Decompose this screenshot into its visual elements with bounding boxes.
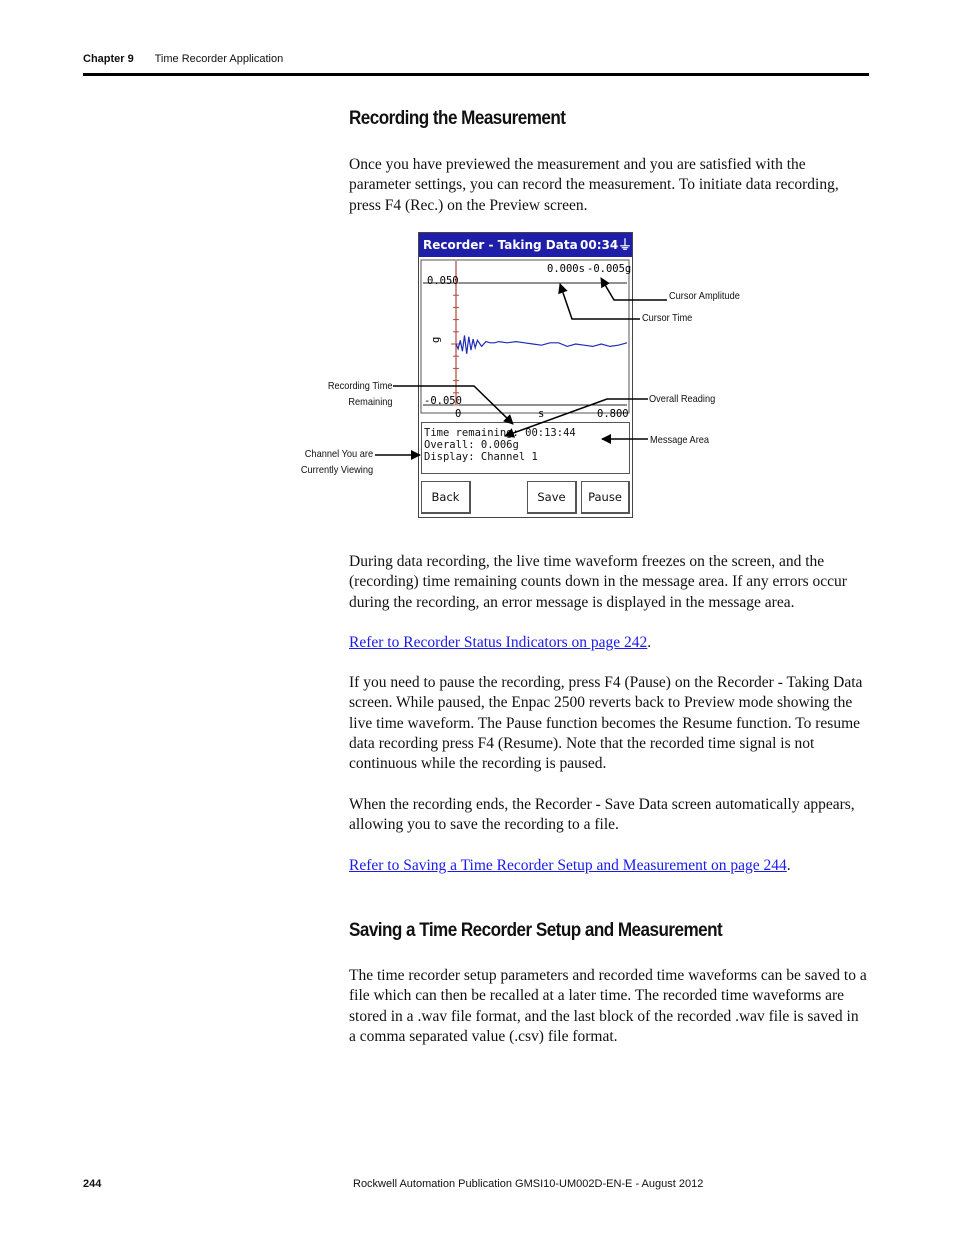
paragraph-end: When the recording ends, the Recorder - Save Data screen automatically appears, allowing you to save the recording to a file. [349, 796, 855, 834]
label-channel-line2: Currently Viewing [300, 464, 373, 476]
paragraph-link1: Refer to Recorder Status Indicators on page 242. [349, 634, 652, 651]
section-heading-saving: Saving a Time Recorder Setup and Measurement [349, 920, 723, 941]
label-cursor-amplitude: Cursor Amplitude [669, 290, 740, 302]
link-status-indicators[interactable]: Refer to Recorder Status Indicators on page 242 [349, 634, 648, 651]
y-tick-bottom: -0.050 [424, 395, 462, 407]
chapter-title: Time Recorder Application [154, 53, 284, 65]
power-plug-icon: ⏚ [618, 238, 632, 254]
time-remaining-text: Time remaining: 00:13:44 [424, 427, 576, 439]
label-cursor-time: Cursor Time [642, 312, 693, 324]
label-recording-time [328, 378, 393, 410]
page-number: 244 [83, 1178, 102, 1190]
cursor-amplitude-arrow [601, 278, 667, 300]
section-heading-recording: Recording the Measurement [349, 108, 566, 129]
cursor-amplitude-readout: -0.005g [587, 263, 632, 275]
y-tick-top: 0.050 [427, 275, 459, 287]
publication-footer: Rockwell Automation Publication GMSI10-UM002D-EN-E - August 2012 [353, 1178, 704, 1190]
cursor-time-readout: 0.000s [547, 263, 585, 275]
label-channel [301, 446, 373, 478]
link-saving-setup[interactable]: Refer to Saving a Time Recorder Setup and Measurement on page 244 [349, 857, 787, 874]
paragraph-pause: If you need to pause the recording, press F4 (Pause) on the Recorder - Taking Data screen. While paused, the Enpac 2500 reverts back to Preview mode showing the live time waveform. The Pause function becomes the Resume function. To resume data recording press F4 (Resume). Note that the recorded time signal is not continuous while the recording is paused. [349, 674, 863, 773]
back-button[interactable]: Back [421, 481, 471, 514]
label-overall-reading: Overall Reading [649, 393, 716, 405]
pause-button[interactable]: Pause [581, 481, 630, 514]
callout-arrows [0, 0, 954, 600]
display-channel-text: Display: Channel 1 [424, 451, 538, 463]
x-tick-left: 0 [455, 408, 462, 420]
paragraph-intro: Once you have previewed the measurement and you are satisfied with the parameter settings, you can record the measurement. To initiate data recording, press F4 (Rec.) on the Preview screen. [349, 156, 839, 214]
device-clock: 00:34 [580, 238, 619, 252]
label-recording-time-line2: Remaining [348, 396, 393, 408]
recording-time-arrow [393, 386, 513, 424]
save-button[interactable]: Save [527, 481, 577, 514]
x-axis-unit: s [538, 408, 545, 420]
device-title: Recorder - Taking Data [423, 238, 578, 252]
paragraph-recording: During data recording, the live time waveform freezes on the screen, and the (recording) time remaining counts down in the message area. If any errors occur during the recording, an error message is displayed in the message area. [349, 553, 847, 611]
label-recording-time-line1: Recording Time [328, 380, 393, 392]
x-tick-right: 0.800 [597, 408, 629, 420]
overall-reading-arrow [505, 399, 648, 436]
label-channel-line1: Channel You are [304, 448, 373, 460]
chapter-label: Chapter 9 [83, 53, 134, 65]
overall-reading-text: Overall: 0.006g [424, 439, 519, 451]
y-axis-unit: g [430, 336, 442, 343]
cursor-time-arrow [560, 284, 640, 319]
paragraph-saving: The time recorder setup parameters and recorded time waveforms can be saved to a file which can then be recalled at a later time. The recorded time waveforms are stored in a .wav file format, and the last block of the recorded .wav file is saved in a comma separated value (.csv) file format. [349, 967, 867, 1045]
label-message-area: Message Area [650, 434, 710, 446]
paragraph-link2: Refer to Saving a Time Recorder Setup and Measurement on page 244. [349, 857, 791, 874]
